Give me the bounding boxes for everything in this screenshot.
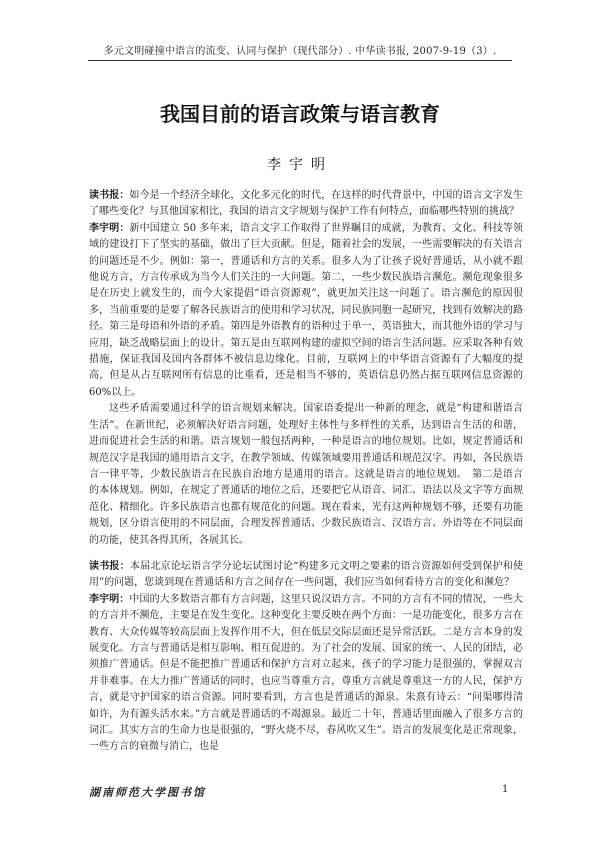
paragraph-text: 中国的大多数语言都有方言问题，这里只说汉语方言。不同的方言有不同的情况，一些大的方言并不濒危，主要是在发生变化。这种变化主要反映在两个方面：一是功能变化，很多方言在教育、大众传媒等较高层面上发挥作用不大，但在低层交际层面还是异常活跃。二是方言本身的发展变化。方言与普通话是相互影响、相互促进的。为了社会的发展、国家的统一、人民的团结，必须推广普通话。但是不能把推广普通话和保护方言对立起来，孩子的学习能力是很强的，掌握双言并非难事。在大力推广普通话的同时，也应当尊重方言，尊重方言就是尊重这一方的人民，保护方言，就是守护国家的语言资源。同时要看到，方言也是普通话的源泉。朱熹有诗云：“问渠哪得清如许，为有源头活水来。”方言就是普通话的不竭源泉。最近二十年，普通话里面融入了很多方言的词汇。其实方言的生命力也是很强的，“野火烧不尽，春风吹又生”。语言的发展变化是正常现象，一些方言的衰微与消亡，也是 [89,593,524,753]
paragraph-1 [89,188,523,221]
paragraph-text: 新中国建立 50 多年来，语言文字工作取得了世界瞩目的成就，为教育、文化、科技等领域的建设打下了坚实的基础，做出了巨大贡献。但是，随着社会的发展，一些需要解决的有关语言的问题还是不少。例如：第一，普通话和方言的关系。很多人为了让孩子说好普通话，从小就不跟他说方言，方言传承成为当今人们关注的一大问题。第二，一些少数民族语言濒危。濒危现象很多是在历史上就发生的，而今大家提倡“语言资源观”，就更加关注这一问题了。语言濒危的原因很多，当前重要的是要了解各民族语言的使用和学习状况，同民族同胞一起研究，找到有效解决的路径。第三是母语和外语的矛盾。第四是外语教育的语种过于单一，英语独大，而其他外语的学习与应用，缺乏战略层面上的设计。第五是由互联网构建的虚拟空间的语言生活问题。应采取各种有效措施，保证我国及国内各群体不被信息边缘化。目前，互联网上的中华语言资源有了大幅度的提高，但是从占互联网所有信息的比重看，还是相当不够的，英语信息仍然占据互联网信息资源的 60%以上。 [89,222,523,398]
paragraph-text: 本届北京论坛语言学分论坛试图讨论“构建多元文明之要素的语言资源如何受到保护和使用”的问题，您谈到现在普通话和方言之间存在一些问题，我们应当如何看待方言的变化和濒危？ [89,560,524,589]
paragraph-5 [89,592,523,756]
page-number: 1 [502,784,509,795]
citation-header: 多元文明碰撞中语言的流变、认同与保护（现代部分）. 中华读书报, 2007-9-19（3）. [103,46,497,57]
paragraph-3 [89,401,523,549]
header-divider [88,60,512,61]
speaker-label: 读书报： [89,560,130,572]
paragraph-2 [89,221,523,401]
library-logo: 湖南师范大学图书馆 [89,786,206,799]
paragraph-4 [89,559,523,592]
paragraph-text: 这些矛盾需要通过科学的语言规划来解决。国家语委提出一种新的理念，就是“构建和谐语言生活”。在新世纪，必须解决好语言问题，处理好主体性与多样性的关系，达到语言生活的和谐，进而促进社会生活的和谐。语言规划一般包括两种，一种是语言的地位规划。比如，规定普通话和规范汉字是我国的通用语言文字，在教学领域、传媒领域要用普通话和规范汉字。再如，各民族语言一律平等，少数民族语言在民族自治地方是通用的语言。这就是语言的地位规划。 第二是语言的本体规划。例如，在规定了普通话的地位之后，还要把它从语音、词汇、语法以及文字等方面规范化、精细化。许多民族语言也都有规范化的问题。现在看来，光有这两种规划不够，还要有功能规划，区分语言使用的不同层面，合理发挥普通话、少数民族语言、汉语方言、外语等在不同层面的功能，使其各得其所，各展其长。 [89,403,523,546]
paragraph-text: 如今是一个经济全球化，文化多元化的时代，在这样的时代背景中，中国的语言文字发生了哪些变化？与其他国家相比，我国的语言文字规划与保护工作有何特点，面临哪些特别的挑战？ [89,190,524,218]
speaker-label: 李宇明： [89,222,130,234]
speaker-label: 李宇明： [89,593,130,605]
speaker-label: 读书报： [89,190,130,201]
article-body [89,188,523,756]
article-title: 我国目前的语言政策与语言教育 [160,102,440,126]
article-author: 李宇明 [267,157,333,173]
